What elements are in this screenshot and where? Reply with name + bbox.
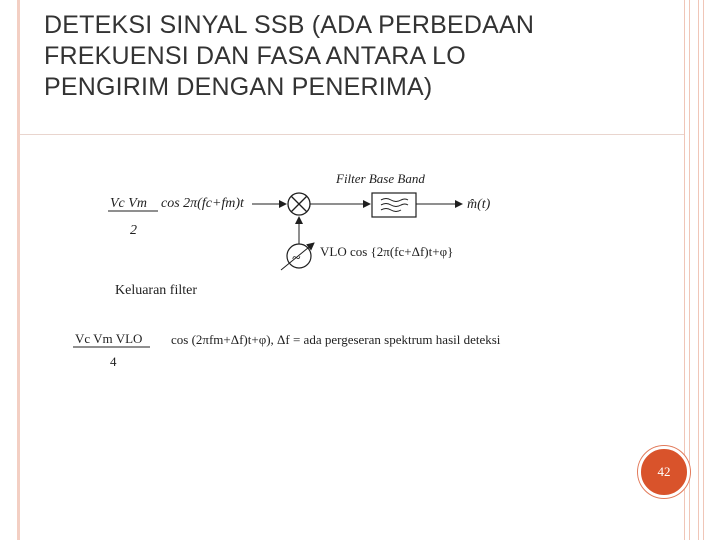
- result-amplitude-numerator: Vc Vm VLO: [75, 331, 143, 346]
- title-line-3: PENGIRIM DENGAN PENERIMA): [44, 73, 433, 101]
- lo-signal-label: VLO cos {2π(fc+Δf)t+φ}: [320, 244, 454, 259]
- title-line-2: FREKUENSI DAN FASA ANTARA LO: [44, 42, 466, 70]
- input-amplitude-denominator: 2: [130, 223, 137, 238]
- filter-label: Filter Base Band: [336, 171, 425, 186]
- input-amplitude-numerator: Vc Vm: [110, 196, 147, 211]
- page-number-badge: 42: [638, 446, 690, 498]
- title-line-1: DETEKSI SINYAL SSB (ADA PERBEDAAN: [44, 11, 535, 39]
- output-signal-label: m̂(t): [467, 197, 491, 212]
- filter-output-heading: Keluaran filter: [115, 283, 198, 298]
- oscillator-symbol: ~: [292, 250, 301, 267]
- input-cos-term: cos 2π(fc+fm)t: [161, 196, 244, 211]
- lowpass-filter-icon: [372, 193, 416, 217]
- result-amplitude-denominator: 4: [110, 354, 117, 369]
- result-expression: cos (2πfm+Δf)t+φ), Δf = ada pergeseran spektrum hasil deteksi: [171, 332, 501, 347]
